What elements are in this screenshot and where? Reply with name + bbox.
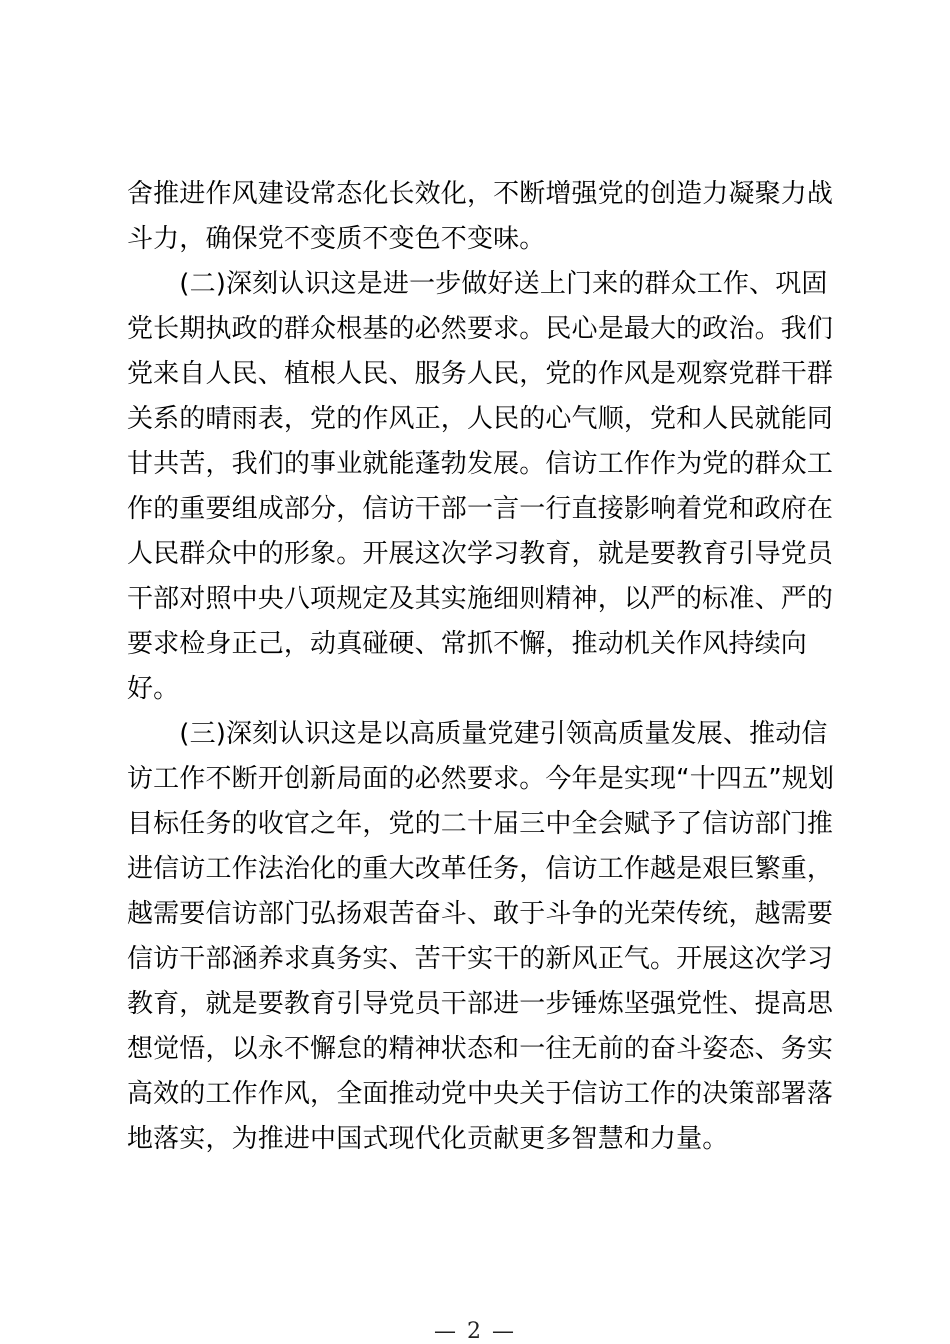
text-line: 进信访工作法治化的重大改革任务，信访工作越是艰巨繁重， [127,854,834,884]
document-body [127,172,835,1162]
text-line: 越需要信访部门弘扬艰苦奋斗、敢于斗争的光荣传统，越需要 [127,899,834,929]
text-line: 教育，就是要教育引导党员干部进一步锤炼坚强党性、提高思 [127,989,834,1019]
text-line: 要求检身正己，动真碰硬、常抓不懈，推动机关作风持续向 [127,629,807,659]
text-line: 党来自人民、植根人民、服务人民，党的作风是观察党群干群 [127,359,834,389]
text-line: 干部对照中央八项规定及其实施细则精神，以严的标准、严的 [127,584,834,614]
text-line: 信访干部涵养求真务实、苦干实干的新风正气。开展这次学习 [127,944,834,974]
page-number: — 2 — [434,1319,516,1344]
text-line: (二)深刻认识这是进一步做好送上门来的群众工作、巩固 [127,269,828,299]
text-line: 目标任务的收官之年，党的二十届三中全会赋予了信访部门推 [127,809,834,839]
text-line: 作的重要组成部分，信访干部一言一行直接影响着党和政府在 [127,494,834,524]
text-line: 地落实，为推进中国式现代化贡献更多智慧和力量。 [127,1124,729,1154]
text-line: 高效的工作作风，全面推动党中央关于信访工作的决策部署落 [127,1079,834,1109]
text-line: (三)深刻认识这是以高质量党建引领高质量发展、推动信 [127,719,828,749]
text-line: 斗力，确保党不变质不变色不变味。 [127,224,546,254]
text-line: 关系的晴雨表，党的作风正，人民的心气顺，党和人民就能同 [127,404,834,434]
text-line: 舍推进作风建设常态化长效化，不断增强党的创造力凝聚力战 [127,179,834,209]
text-line: 好。 [127,674,180,704]
text-line: 党长期执政的群众根基的必然要求。民心是最大的政治。我们 [127,314,834,344]
text-line: 访工作不断开创新局面的必然要求。今年是实现“十四五”规划 [127,764,835,794]
text-line: 想觉悟，以永不懈怠的精神状态和一往无前的奋斗姿态、务实 [127,1034,834,1064]
text-line: 甘共苦，我们的事业就能蓬勃发展。信访工作作为党的群众工 [127,449,834,479]
text-line: 人民群众中的形象。开展这次学习教育，就是要教育引导党员 [127,539,834,569]
